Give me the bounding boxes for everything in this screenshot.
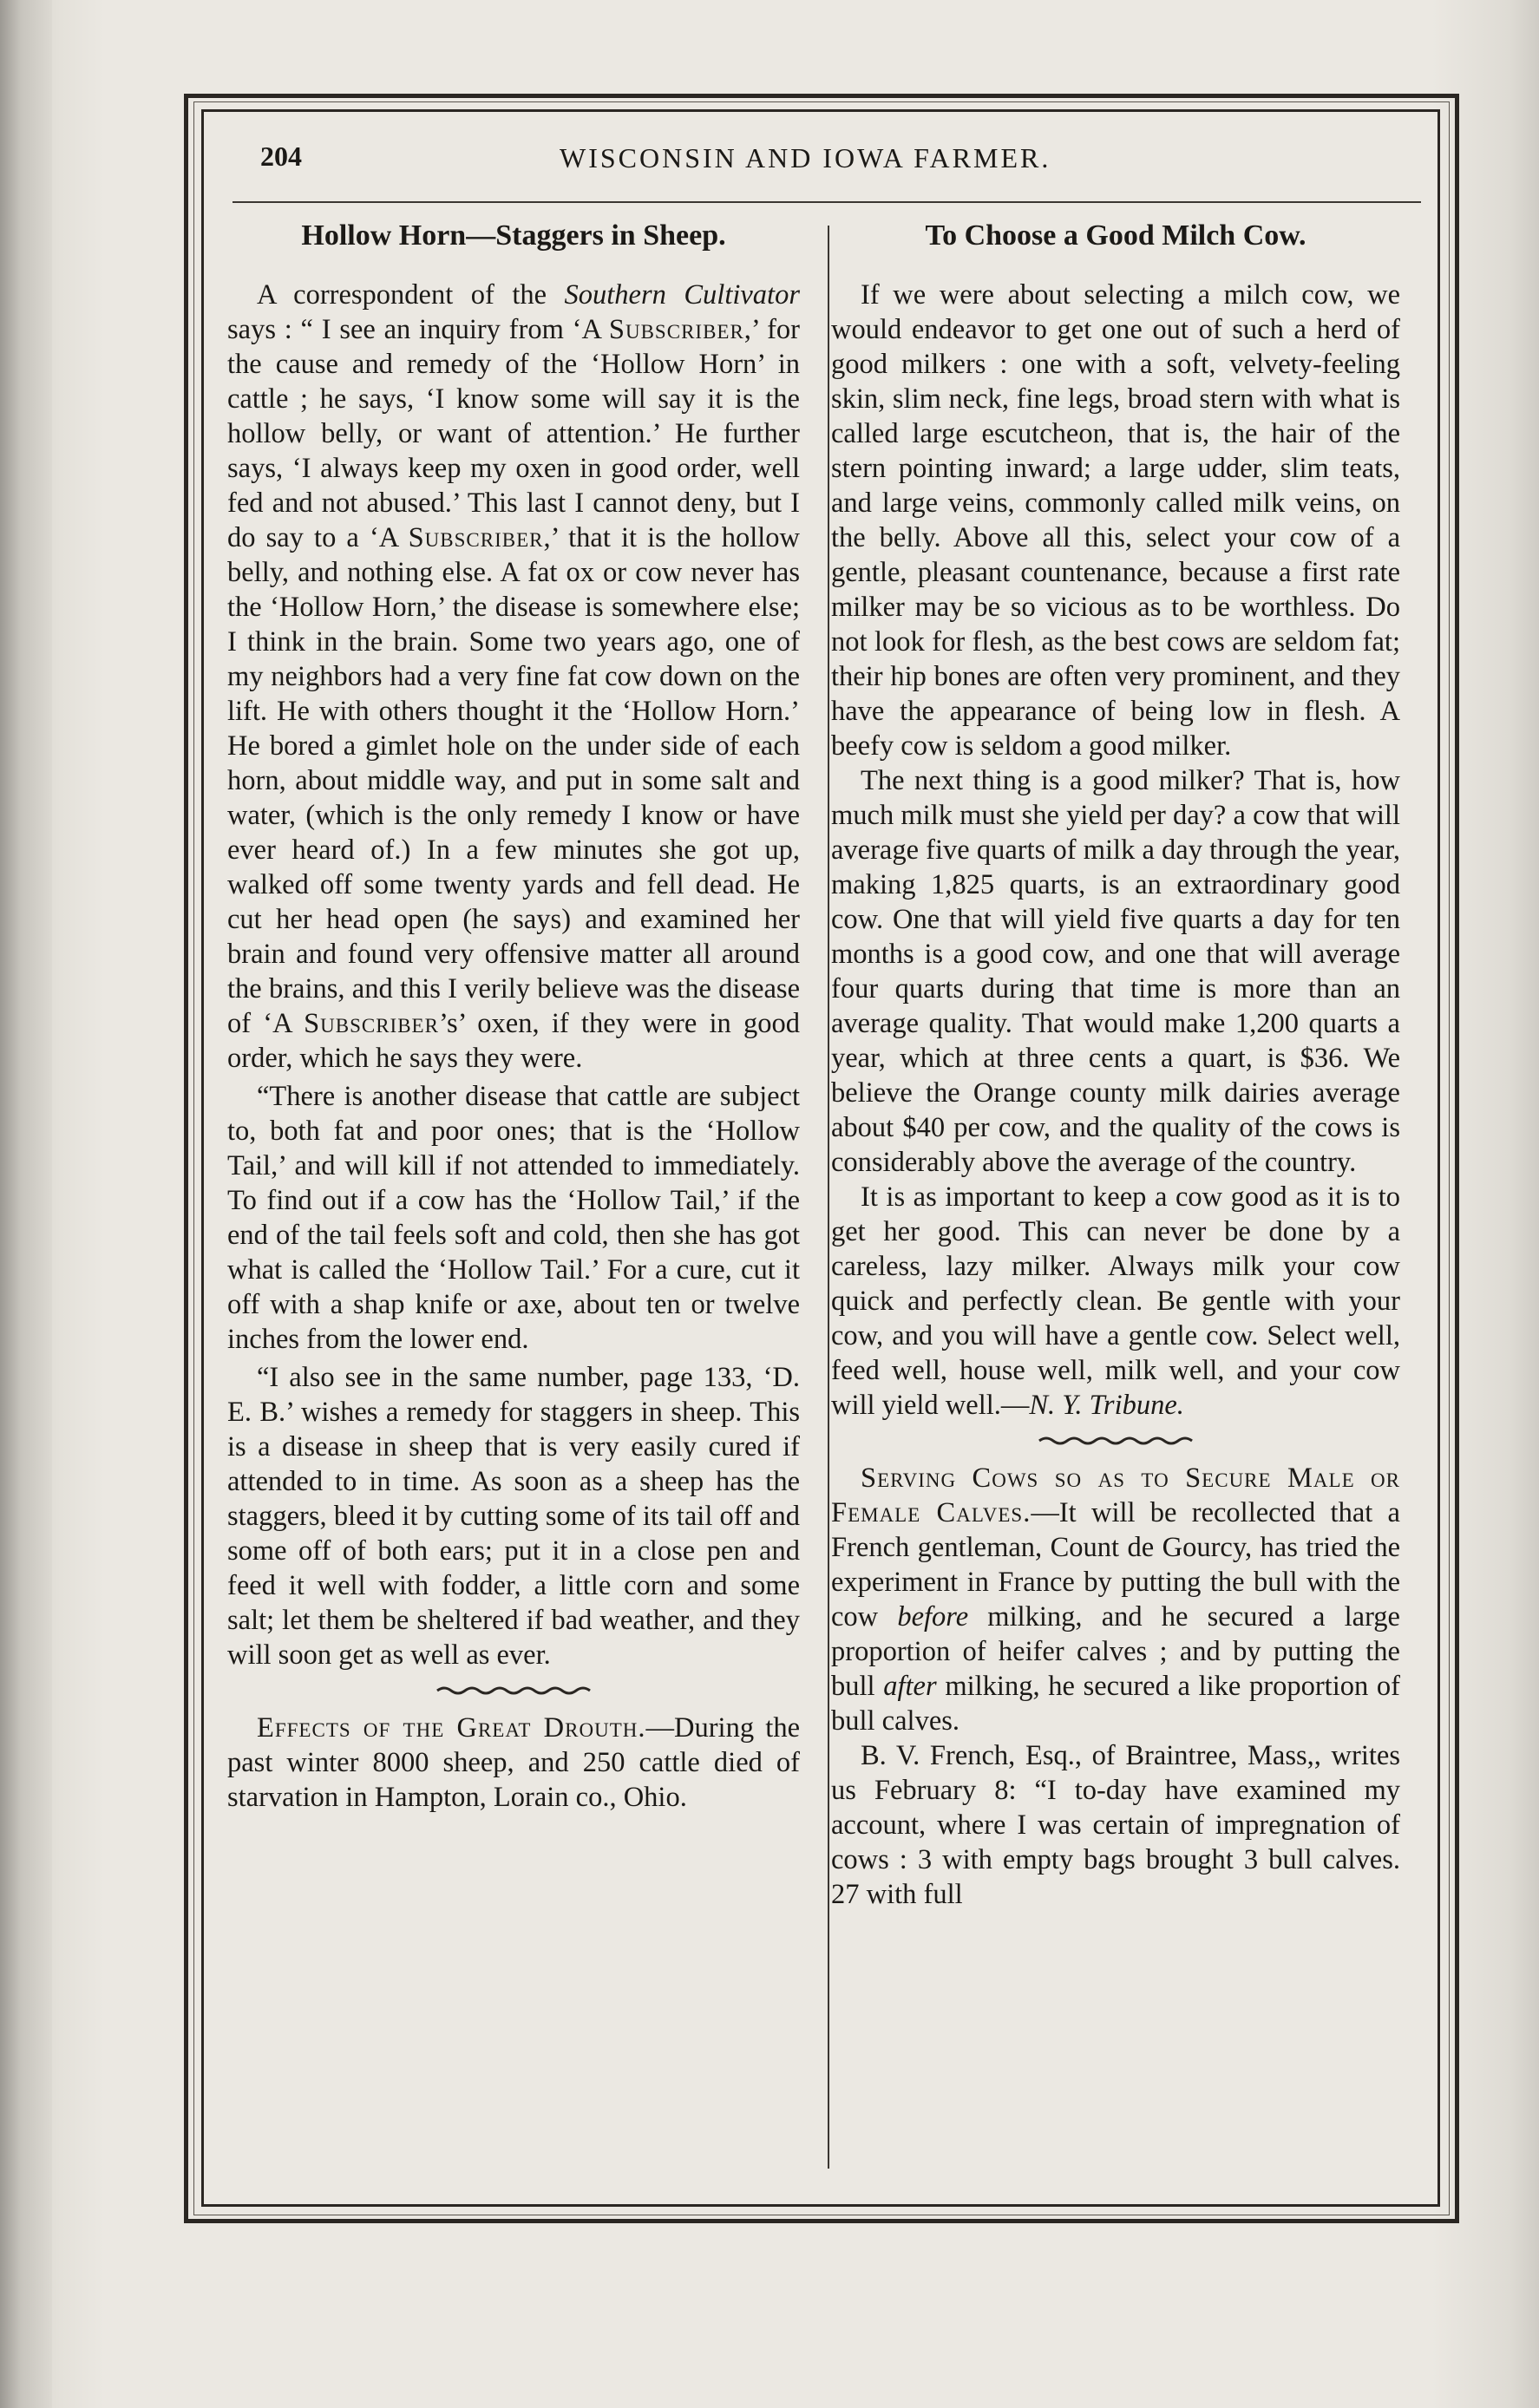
article-title-milch-cow: To Choose a Good Milch Cow.	[925, 219, 1307, 252]
left-column	[227, 219, 800, 1815]
article-paragraph: “There is another disease that cattle are subject to, both fat and poor ones; that is the ‘Hollow Tail,’ and will kill if not attended to immediately. To find out if a cow has the ‘Hollow Tail,’ if the end of the tail feels soft and cold, then she has got what is called the ‘Hollow Tail.’ For a cure, cut it off with a shap knife or axe, about ten or twelve inches from the lower end.	[227, 1081, 800, 1355]
right-column	[831, 219, 1400, 1912]
article-paragraph: It is as important to keep a cow good as it is to get her good. This can never be done by a careless, lazy milker. Always milk your cow quick and perfectly clean. Be gentle with your cow, and you will have a gentle cow. Select well, feed well, house well, milk well, and your cow will yield well.—N. Y. Tribune.	[831, 1181, 1400, 1421]
article-paragraph: B. V. French, Esq., of Braintree, Mass,, writes us February 8: “I to-day have examined my account, where I was certain of impregnation of cows : 3 with empty bags brought 3 bull calves. 27 with full	[831, 1740, 1400, 1910]
page-number: 204	[260, 141, 302, 172]
page-header	[260, 137, 1431, 189]
section-divider-ornament	[436, 1685, 592, 1697]
news-item-drouth: Effects of the Great Drouth.—During the past winter 8000 sheep, and 250 cattle died of starvation in Hampton, Lorain co., Ohio.	[227, 1712, 801, 1813]
article-paragraph: If we were about selecting a milch cow, we would endeavor to get one out of such a herd of good milkers : one with a soft, velvety-feeling skin, slim neck, fine legs, broad stern with what is called large escutcheon, that is, the hair of the stern pointing inward; a large udder, slim teats, and large veins, commonly called milk veins, on the belly. Above all this, select your cow of a gentle, pleasant countenance, because a first rate milker may be so vicious as to be worthless. Do not look for flesh, as the best cows are seldom fat; their hip bones are often very prominent, and they have the appearance of being low in flesh. A beefy cow is seldom a good milker.	[831, 279, 1400, 762]
column-divider	[828, 226, 829, 2169]
news-item-serving-cows: Serving Cows so as to Secure Male or Female Calves.—It will be recollected that a French gentleman, Count de Gourcy, has tried the experiment in France by putting the bull with the cow before milking, and he secured a large proportion of heifer calves ; and by putting the bull after milking, he secured a like proportion of bull calves.	[831, 1462, 1400, 1737]
article-paragraph: A correspondent of the Southern Cultivator says : “ I see an inquiry from ‘A Subscriber,’ for the cause and remedy of the ‘Hollow Horn’ in cattle ; he says, ‘I know some will say it is the hollow belly, or want of attention.’ He further says, ‘I always keep my oxen in good order, well fed and not abused.’ This last I cannot deny, but I do say to a ‘A Subscriber,’ that it is the hollow belly, and nothing else. A fat ox or cow never has the ‘Hollow Horn,’ the disease is somewhere else; I think in the brain. Some two years ago, one of my neighbors had a very fine fat cow down on the lift. He with others thought it the ‘Hollow Horn.’ He bored a gimlet hole on the under side of each horn, about middle way, and put in some salt and water, (which is the only remedy I know or have ever heard of.) In a few minutes she got up, walked off some twenty yards and fell dead. He cut her head open (he says) and examined her brain and found very offensive matter all around the brains, and this I verily believe was the disease of ‘A Subscriber’s’ oxen, if they were in good order, which he says they were.	[227, 279, 801, 1074]
source-name: N. Y. Tribune.	[1029, 1390, 1184, 1421]
running-title: WISCONSIN AND IOWA FARMER.	[560, 142, 1051, 173]
book-spine-shadow	[0, 0, 52, 2408]
section-divider-ornament	[1038, 1435, 1194, 1447]
source-name: Southern Cultivator	[564, 279, 800, 311]
article-paragraph: “I also see in the same number, page 133, ‘D. E. B.’ wishes a remedy for staggers in sheep. This is a disease in sheep that is very easily cured if attended to in time. As soon as a sheep has the staggers, bleed it by cutting some of its tail off and some off of both ears; put it in a close pen and feed it well with fodder, a little corn and some salt; let them be sheltered if bad weather, and they will soon get as well as ever.	[227, 1362, 800, 1671]
article-paragraph: The next thing is a good milker? That is, how much milk must she yield per day? a cow that will average five quarts of milk a day through the year, making 1,825 quarts, is an extraordinary good cow. One that will yield five quarts a day for ten months is a good cow, and one that will average four quarts during that time is more than an average quality. That would make 1,200 quarts a year, which at three cents a quart, is $36. We believe the Orange county milk dairies average about $40 per cow, and the quality of the cows is considerably above the average of the country.	[831, 765, 1400, 1178]
article-title-hollow-horn: Hollow Horn—Staggers in Sheep.	[301, 219, 726, 252]
header-rule	[232, 201, 1421, 203]
